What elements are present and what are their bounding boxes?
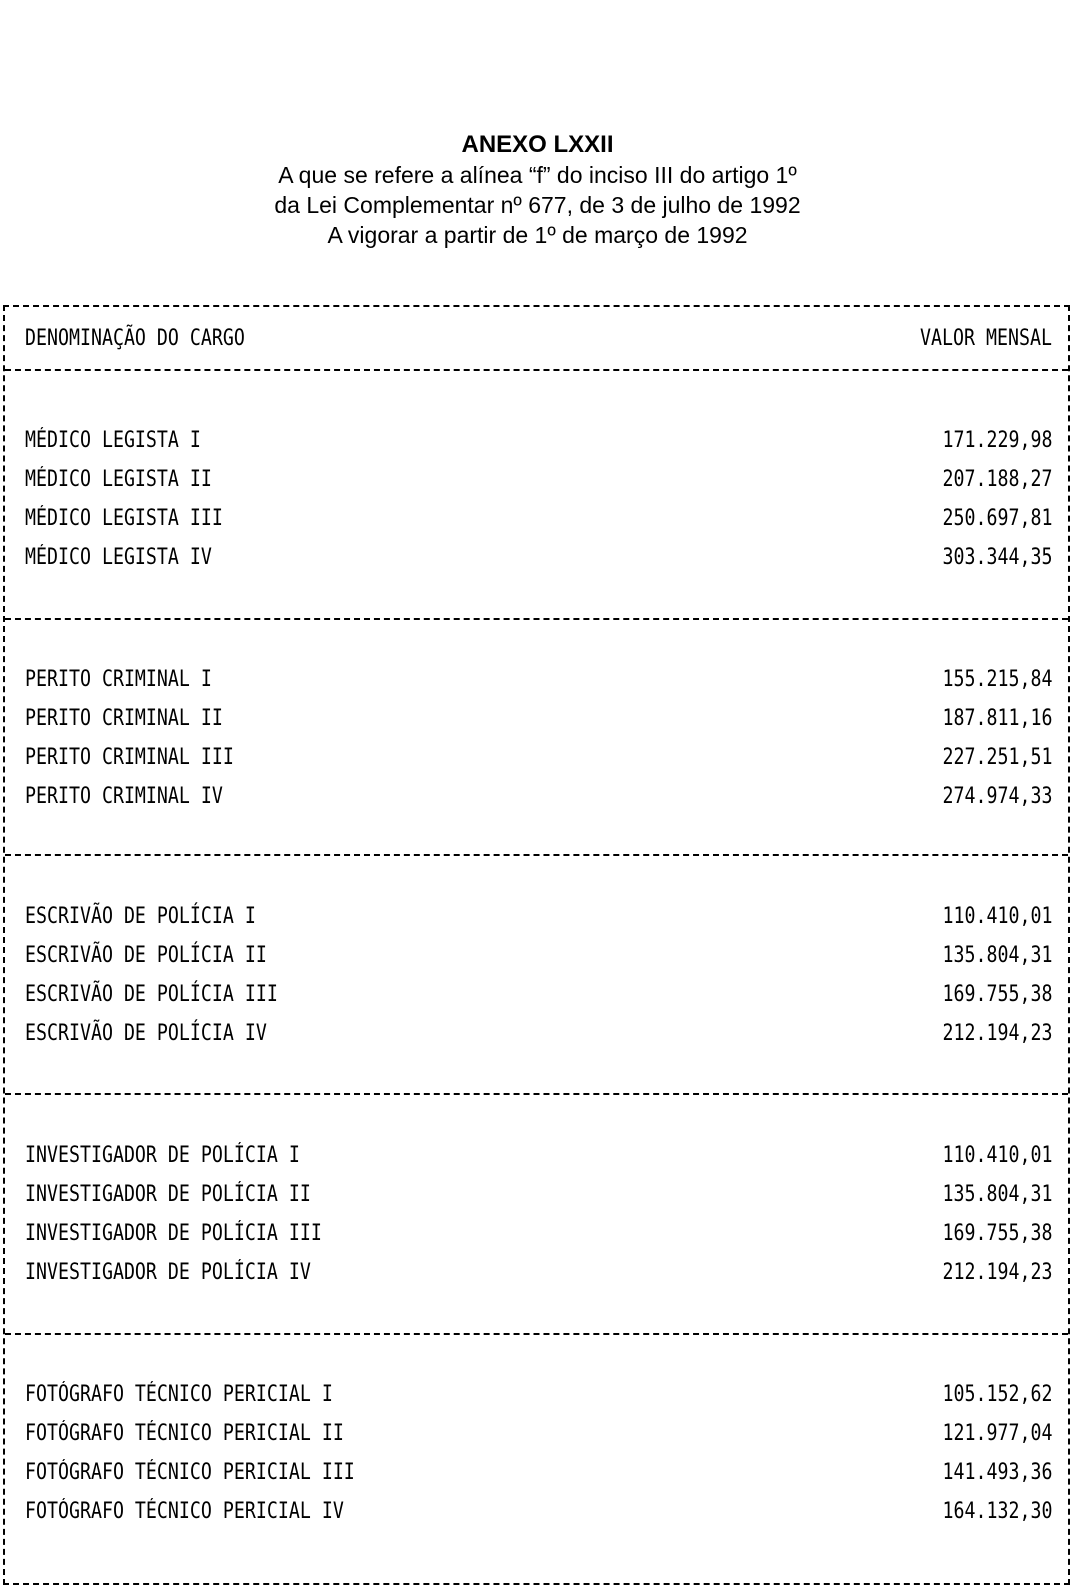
monthly-value: 110.410,01	[942, 1143, 1052, 1168]
header-line-effective-date: A vigorar a partir de 1º de março de 1992	[327, 222, 748, 248]
position-name: ESCRIVÃO DE POLÍCIA IV	[25, 1021, 267, 1046]
position-name: PERITO CRIMINAL III	[25, 745, 234, 770]
position-name: INVESTIGADOR DE POLÍCIA III	[25, 1221, 322, 1246]
table-row	[5, 1017, 1068, 1051]
monthly-value: 135.804,31	[942, 1182, 1052, 1207]
position-name: INVESTIGADOR DE POLÍCIA I	[25, 1143, 300, 1168]
position-name: MÉDICO LEGISTA III	[25, 506, 223, 531]
table-row	[5, 1417, 1068, 1451]
table-row	[5, 1217, 1068, 1251]
position-name: PERITO CRIMINAL II	[25, 706, 223, 731]
salary-table	[3, 305, 1070, 1585]
position-name: FOTÓGRAFO TÉCNICO PERICIAL II	[25, 1421, 344, 1446]
table-row	[5, 1139, 1068, 1173]
position-name: PERITO CRIMINAL IV	[25, 784, 223, 809]
monthly-value: 164.132,30	[942, 1499, 1052, 1524]
monthly-value: 135.804,31	[942, 943, 1052, 968]
table-row	[5, 1256, 1068, 1290]
divider	[5, 1093, 1068, 1095]
table-row	[5, 663, 1068, 697]
table-row	[5, 978, 1068, 1012]
position-name: PERITO CRIMINAL I	[25, 667, 212, 692]
table-row	[5, 1178, 1068, 1212]
divider	[5, 369, 1068, 371]
table-row	[5, 702, 1068, 736]
divider	[5, 1333, 1068, 1335]
table-row	[5, 1378, 1068, 1412]
monthly-value: 110.410,01	[942, 904, 1052, 929]
position-name: INVESTIGADOR DE POLÍCIA II	[25, 1182, 311, 1207]
position-name: ESCRIVÃO DE POLÍCIA I	[25, 904, 256, 929]
monthly-value: 155.215,84	[942, 667, 1052, 692]
monthly-value: 187.811,16	[942, 706, 1052, 731]
table-row	[5, 900, 1068, 934]
table-row	[5, 939, 1068, 973]
monthly-value: 121.977,04	[942, 1421, 1052, 1446]
table-row	[5, 780, 1068, 814]
table-header-row	[5, 322, 1068, 356]
table-row	[5, 741, 1068, 775]
divider	[5, 854, 1068, 856]
monthly-value: 171.229,98	[942, 428, 1052, 453]
monthly-value: 212.194,23	[942, 1021, 1052, 1046]
monthly-value: 303.344,35	[942, 545, 1052, 570]
position-name: FOTÓGRAFO TÉCNICO PERICIAL I	[25, 1382, 333, 1407]
monthly-value: 212.194,23	[942, 1260, 1052, 1285]
monthly-value: 227.251,51	[942, 745, 1052, 770]
monthly-value: 207.188,27	[942, 467, 1052, 492]
table-row	[5, 463, 1068, 497]
position-name: MÉDICO LEGISTA IV	[25, 545, 212, 570]
column-header-monthly-value: VALOR MENSAL	[920, 326, 1052, 351]
position-name: MÉDICO LEGISTA II	[25, 467, 212, 492]
document-header	[0, 130, 1075, 250]
position-name: ESCRIVÃO DE POLÍCIA III	[25, 982, 278, 1007]
table-row	[5, 1495, 1068, 1529]
header-line-law: da Lei Complementar nº 677, de 3 de julho de 1992	[274, 192, 801, 218]
position-name: ESCRIVÃO DE POLÍCIA II	[25, 943, 267, 968]
divider	[5, 618, 1068, 620]
annex-title: ANEXO LXXII	[461, 131, 614, 158]
table-row	[5, 424, 1068, 458]
header-line-reference: A que se refere a alínea “f” do inciso III do artigo 1º	[278, 162, 797, 188]
monthly-value: 274.974,33	[942, 784, 1052, 809]
position-name: FOTÓGRAFO TÉCNICO PERICIAL III	[25, 1460, 355, 1485]
table-row	[5, 1456, 1068, 1490]
monthly-value: 169.755,38	[942, 1221, 1052, 1246]
monthly-value: 105.152,62	[942, 1382, 1052, 1407]
position-name: MÉDICO LEGISTA I	[25, 428, 201, 453]
monthly-value: 250.697,81	[942, 506, 1052, 531]
position-name: INVESTIGADOR DE POLÍCIA IV	[25, 1260, 311, 1285]
monthly-value: 169.755,38	[942, 982, 1052, 1007]
monthly-value: 141.493,36	[942, 1460, 1052, 1485]
table-row	[5, 502, 1068, 536]
position-name: FOTÓGRAFO TÉCNICO PERICIAL IV	[25, 1499, 344, 1524]
column-header-position: DENOMINAÇÃO DO CARGO	[25, 326, 245, 351]
table-row	[5, 541, 1068, 575]
